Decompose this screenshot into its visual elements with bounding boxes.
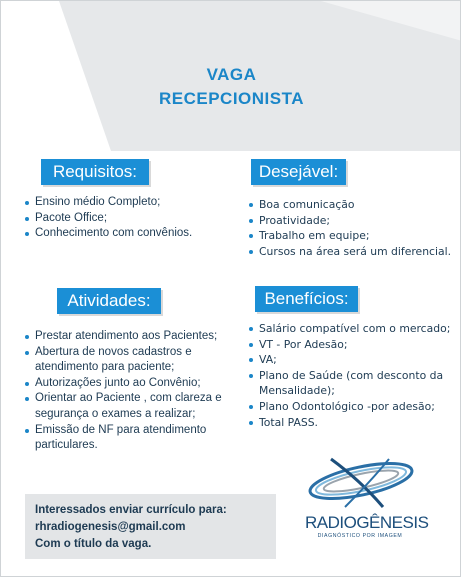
list-item: Salário compatível com o mercado;: [247, 321, 457, 337]
list-item: VA;: [247, 352, 457, 368]
list-item: Orientar ao Paciente , com clareza e segurança o exames a realizar;: [23, 391, 235, 422]
contact-subject-note: Com o título da vaga.: [35, 538, 152, 550]
list-item: Cursos na área será um diferencial.: [247, 244, 457, 260]
logo-tagline: DIAGNÓSTICO POR IMAGEM: [317, 533, 403, 539]
list-item: Plano de Saúde (com desconto da Mensalidade);: [247, 368, 457, 399]
list-item: Conhecimento com convênios.: [23, 226, 233, 242]
list-item: Boa comunicação: [247, 197, 457, 213]
list-item: Total PASS.: [247, 415, 457, 431]
list-item: Abertura de novos cadastros e atendimento para paciente;: [23, 345, 235, 376]
contact-email: rhradiogenesis@gmail.com: [35, 521, 186, 533]
beneficios-heading: Benefícios:: [255, 286, 358, 312]
title-position: RECEPCIONISTA: [158, 89, 305, 108]
list-item: Prestar atendimento aos Pacientes;: [23, 329, 235, 345]
beneficios-list: [247, 321, 457, 430]
atividades-list: [23, 329, 235, 454]
contact-box: [25, 494, 276, 559]
list-item: Plano Odontológico -por adesão;: [247, 399, 457, 415]
list-item: Emissão de NF para atendimento particulares.: [23, 423, 235, 454]
list-item: Proatividade;: [247, 213, 457, 229]
requisitos-heading: Requisitos:: [41, 159, 149, 185]
desejavel-list: [247, 197, 457, 259]
atividades-heading: Atividades:: [57, 288, 161, 314]
list-item: Autorizações junto ao Convênio;: [23, 376, 235, 392]
requisitos-list: [23, 195, 233, 242]
contact-instructions: Interessados enviar currículo para:: [35, 504, 227, 516]
title-vaga: VAGA: [206, 65, 257, 84]
logo-name: RADIOGÊNESIS: [305, 513, 429, 532]
list-item: Ensino médio Completo;: [23, 195, 233, 211]
list-item: VT - Por Adesão;: [247, 337, 457, 353]
desejavel-heading: Desejável:: [251, 159, 346, 185]
list-item: Pacote Office;: [23, 211, 233, 227]
list-item: Trabalho em equipe;: [247, 228, 457, 244]
